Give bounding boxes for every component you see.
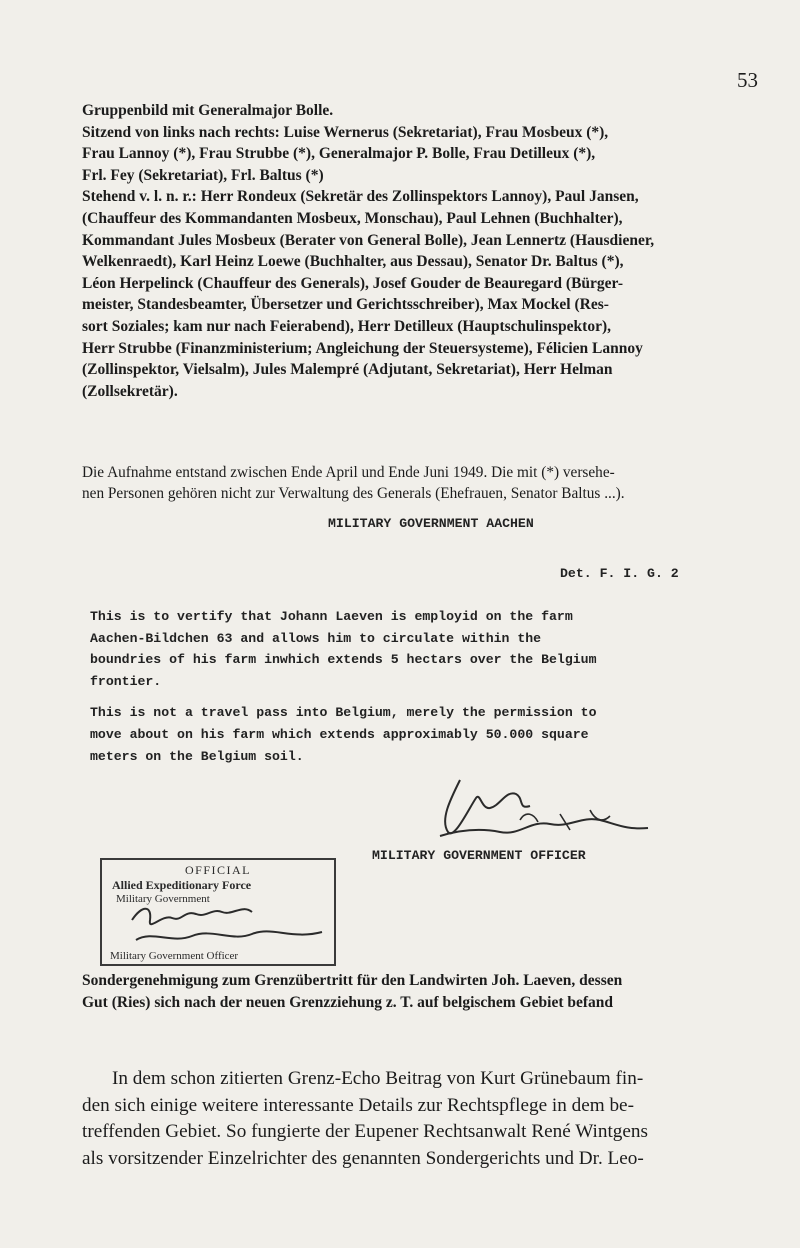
caption-line: Herr Strubbe (Finanzministerium; Angleichung der Steuersysteme), Félicien Lannoy xyxy=(82,339,643,357)
caption-line: Welkenraedt), Karl Heinz Loewe (Buchhalter, aus Dessau), Senator Dr. Baltus (*), xyxy=(82,253,624,271)
document-line: frontier. xyxy=(90,673,162,689)
page-number: 53 xyxy=(737,68,758,92)
photo-note xyxy=(82,462,742,504)
document-reference: Det. F. I. G. 2 xyxy=(560,566,679,581)
document-line: boundries of his farm inwhich extends 5 hectars over the Belgium xyxy=(90,652,597,668)
officer-signature xyxy=(420,770,660,850)
stamp-allied-text: Allied Expeditionary Force xyxy=(112,878,252,892)
stamp-milgov-text: Military Government xyxy=(116,893,210,905)
document-line: move about on his farm which extends approximably 50.000 square xyxy=(90,726,589,742)
document-body xyxy=(90,606,596,767)
caption-line: Kommandant Jules Mosbeux (Berater von General Bolle), Jean Lennertz (Hausdiener, xyxy=(82,231,655,249)
caption-line: Léon Herpelinck (Chauffeur des Generals), Josef Gouder de Beauregard (Bürger- xyxy=(82,274,624,292)
document-line: This is not a travel pass into Belgium, merely the permission to xyxy=(90,705,597,721)
document-caption xyxy=(82,970,742,1014)
paragraph-line: als vorsitzender Einzelrichter des genannten Sondergerichts und Dr. Leo- xyxy=(82,1147,644,1169)
stamp-official-text: OFFICIAL xyxy=(184,863,251,877)
paragraph-line: In dem schon zitierten Grenz-Echo Beitrag von Kurt Grünebaum fin- xyxy=(112,1068,644,1089)
stamp-bottom-text: Military Government Officer xyxy=(110,950,239,962)
note-line: nen Personen gehören nicht zur Verwaltung des Generals (Ehefrauen, Senator Baltus ...). xyxy=(82,485,625,502)
caption-line: Frau Lannoy (*), Frau Strubbe (*), Generalmajor P. Bolle, Frau Detilleux (*), xyxy=(82,145,596,163)
document-line: This is to vertify that Johann Laeven is employid on the farm xyxy=(90,609,573,624)
caption-line: (Chauffeur des Kommandanten Mosbeux, Monschau), Paul Lehnen (Buchhalter), xyxy=(82,209,623,227)
document-line: Aachen-Bildchen 63 and allows him to circulate within the xyxy=(90,630,542,646)
caption-line: Stehend v. l. n. r.: Herr Rondeux (Sekretär des Zollinspektors Lannoy), Paul Jansen, xyxy=(82,188,639,206)
officer-title: MILITARY GOVERNMENT OFFICER xyxy=(372,848,586,863)
body-paragraph xyxy=(82,1066,750,1172)
official-stamp xyxy=(100,858,336,966)
paragraph-line: den sich einige weitere interessante Details zur Rechtspflege in dem be- xyxy=(82,1094,634,1116)
note-line: Die Aufnahme entstand zwischen Ende April und Ende Juni 1949. Die mit (*) versehe- xyxy=(82,464,615,481)
caption-line: (Zollinspektor, Vielsalm), Jules Malempré (Adjutant, Sekretariat), Herr Helman xyxy=(82,361,613,379)
caption-line: meister, Standesbeamter, Übersetzer und Gerichtsschreiber), Max Mockel (Res- xyxy=(82,296,609,314)
caption-line: Gut (Ries) sich nach der neuen Grenzziehung z. T. auf belgischem Gebiet befand xyxy=(82,994,614,1011)
document-line: meters on the Belgium soil. xyxy=(90,748,304,764)
caption-line: sort Soziales; kam nur nach Feierabend), Herr Detilleux (Hauptschulinspektor), xyxy=(82,317,611,335)
caption-line: Sondergenehmigung zum Grenzübertritt für den Landwirten Joh. Laeven, dessen xyxy=(82,972,623,989)
group-photo-caption xyxy=(82,100,742,402)
document-heading: MILITARY GOVERNMENT AACHEN xyxy=(328,516,534,531)
stamp-signature xyxy=(122,900,332,950)
caption-line: Gruppenbild mit Generalmajor Bolle. xyxy=(82,102,334,119)
paragraph-line: treffenden Gebiet. So fungierte der Eupener Rechtsanwalt René Wintgens xyxy=(82,1121,648,1142)
caption-line: (Zollsekretär). xyxy=(82,382,178,400)
caption-line: Frl. Fey (Sekretariat), Frl. Baltus (*) xyxy=(82,166,324,184)
caption-line: Sitzend von links nach rechts: Luise Wernerus (Sekretariat), Frau Mosbeux (*), xyxy=(82,123,609,141)
paragraph-gap xyxy=(90,692,596,702)
